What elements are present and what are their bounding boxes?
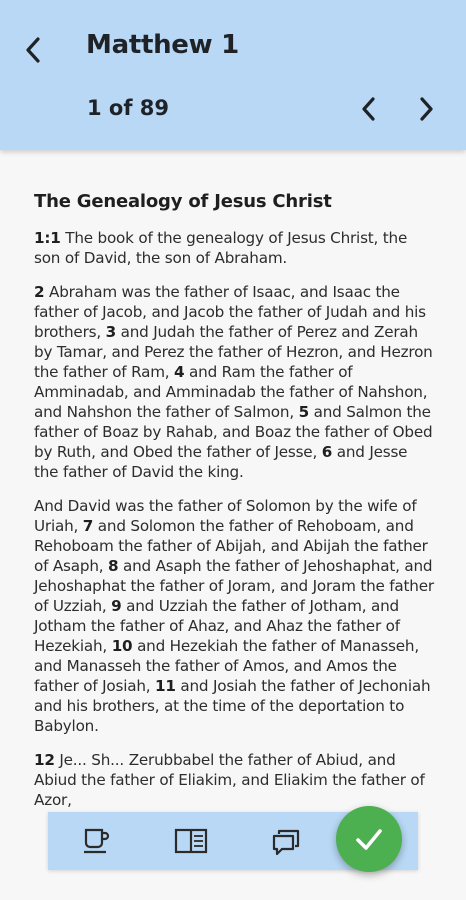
section-heading: The Genealogy of Jesus Christ [34, 191, 332, 212]
previous-chapter-button[interactable] [356, 94, 382, 124]
verse-number: 6 [321, 443, 333, 461]
verse-text: The book of the genealogy of Jesus Christ, the son of David, the son of Abraham. [34, 229, 408, 267]
scripture-paragraph [34, 282, 436, 482]
verse-number: 11 [155, 677, 176, 695]
coffee-cup-icon [80, 826, 112, 856]
verse-number: 4 [174, 363, 185, 381]
verse-number: 8 [108, 557, 119, 575]
back-button[interactable] [20, 34, 48, 66]
chapter-counter: 1 of 89 [87, 96, 170, 120]
verse-text: and Salmon the father of Boaz by Rahab, and Boaz the father of Obed by Ruth, and Obed the father of Jesse, [34, 403, 433, 461]
verse-text: and Josiah the father of Jechoniah and his brothers, at the time of the deportation to Babylon. [34, 677, 431, 735]
comment-icon [270, 826, 302, 856]
arrow-back-icon [20, 34, 48, 66]
verse-text: and Asaph the father of Jehoshaphat, and Jehoshaphat the father of Joram, and Joram the father of Uzziah, [34, 557, 434, 615]
reading-view-icon [174, 826, 208, 856]
verse-text: and Solomon the father of Rehoboam, and Rehoboam the father of Abijah, and Abijah the father of Asaph, [34, 517, 428, 575]
verse-text: and Judah the father of Perez and Zerah by Tamar, and Perez the father of Hezron, and Hezron the father of Ram, [34, 323, 433, 381]
comments-button[interactable] [270, 826, 302, 856]
check-icon [353, 823, 385, 855]
verse-number: 10 [111, 637, 133, 655]
verse-text: and Uzziah the father of Jotham, and Jotham the father of Ahaz, and Ahaz the father of Hezekiah, [34, 597, 400, 655]
mark-complete-button[interactable] [336, 806, 402, 872]
verse-text: Je... Sh... Zerubbabel the father of Abiud, and Abiud the father of Eliakim, and Eliakim the father of Azor, [34, 751, 425, 809]
page-title: Matthew 1 [86, 30, 239, 60]
verse-number: 5 [298, 403, 309, 421]
verse-number: 12 [34, 751, 55, 769]
verse-number: 7 [82, 517, 94, 535]
verse-text: Abraham was the father of Isaac, and Isaac the father of Jacob, and Jacob the father of Judah and his brothers, [34, 283, 426, 341]
verse-text: And David was the father of Solomon by the wife of Uriah, [34, 497, 417, 535]
scripture-paragraph [34, 750, 436, 810]
coffee-button[interactable] [80, 826, 112, 856]
verse-number: 2 [34, 283, 45, 301]
chapter-text [34, 192, 436, 824]
next-chapter-button[interactable] [413, 94, 439, 124]
reading-view-button[interactable] [174, 826, 206, 856]
paragraph-list [34, 228, 436, 810]
top-app-bar [0, 0, 466, 150]
verse-number: 1:1 [34, 229, 61, 247]
scripture-paragraph [34, 496, 436, 736]
chevron-right-icon [413, 94, 439, 124]
chevron-left-icon [356, 94, 382, 124]
verse-text: and Ram the father of Amminadab, and Amminadab the father of Nahshon, and Nahshon the father of Salmon, [34, 363, 428, 421]
verse-text: and Hezekiah the father of Manasseh, and Manasseh the father of Amos, and Amos the father of Josiah, [34, 637, 419, 695]
scripture-paragraph [34, 228, 436, 268]
verse-number: 3 [105, 323, 116, 341]
verse-number: 9 [111, 597, 122, 615]
verse-text: and Jesse the father of David the king. [34, 443, 408, 481]
